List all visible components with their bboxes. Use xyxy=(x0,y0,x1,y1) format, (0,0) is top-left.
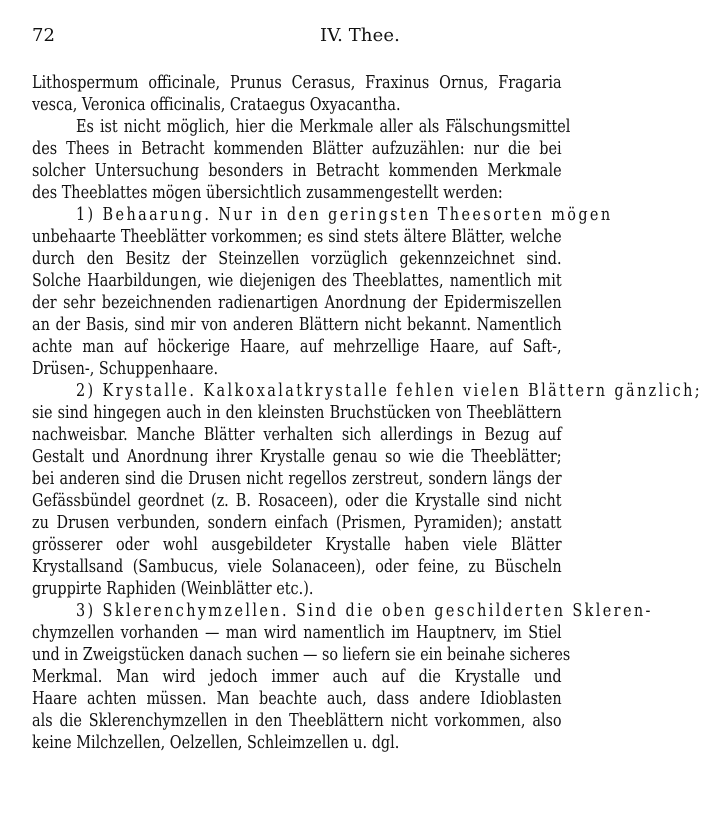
section-heading-behaarung: 1) Behaarung. Nur in den geringsten Theesorten mögen xyxy=(76,204,613,225)
page-number: 72 xyxy=(32,25,55,46)
text-line: solcher Untersuchung besonders in Betracht kommenden Merkmale xyxy=(32,160,562,181)
text-line: keine Milchzellen, Oelzellen, Schleimzellen u. dgl. xyxy=(32,732,400,753)
text-line: des Thees in Betracht kommenden Blätter aufzuzählen: nur die bei xyxy=(32,138,562,159)
text-line: unbehaarte Theeblätter vorkommen; es sind stets ältere Blätter, welche xyxy=(32,226,562,247)
text-line: vesca, Veronica officinalis, Crataegus Oxyacantha. xyxy=(32,94,401,115)
text-line: gruppirte Raphiden (Weinblätter etc.). xyxy=(32,578,314,599)
section-heading-krystalle: 2) Krystalle. Kalkoxalatkrystalle fehlen vielen Blättern gänzlich; xyxy=(76,380,703,401)
page-header xyxy=(32,25,692,49)
text-line: Lithospermum officinale, Prunus Cerasus, Fraxinus Ornus, Fragaria xyxy=(32,72,562,93)
text-line: und in Zweigstücken danach suchen — so liefern sie ein beinahe sicheres xyxy=(32,644,571,665)
text-line: Gefässbündel geordnet (z. B. Rosaceen), oder die Krystalle sind nicht xyxy=(32,490,562,511)
text-line: achte man auf höckerige Haare, auf mehrzellige Haare, auf Saft-, xyxy=(32,336,562,357)
text-line: Haare achten müssen. Man beachte auch, dass andere Idioblasten xyxy=(32,688,562,709)
text-line: Gestalt und Anordnung ihrer Krystalle genau so wie die Theeblätter; xyxy=(32,446,562,467)
text-line: sie sind hingegen auch in den kleinsten Bruchstücken von Theeblättern xyxy=(32,402,562,423)
running-title: IV. Thee. xyxy=(320,25,400,46)
text-line: Drüsen-, Schuppenhaare. xyxy=(32,358,219,379)
text-line: grösserer oder wohl ausgebildeter Krystalle haben viele Blätter xyxy=(32,534,562,555)
text-line: Solche Haarbildungen, wie diejenigen des Theeblattes, namentlich mit xyxy=(32,270,562,291)
section-heading-sklerenchymzellen: 3) Sklerenchymzellen. Sind die oben geschilderten Skleren- xyxy=(76,600,653,621)
text-line: Krystallsand (Sambucus, viele Solanaceen), oder feine, zu Büscheln xyxy=(32,556,562,577)
text-line: der sehr bezeichnenden radienartigen Anordnung der Epidermiszellen xyxy=(32,292,562,313)
text-line: Es ist nicht möglich, hier die Merkmale aller als Fälschungsmittel xyxy=(76,116,571,137)
text-line: des Theeblattes mögen übersichtlich zusammengestellt werden: xyxy=(32,182,503,203)
text-line: durch den Besitz der Steinzellen vorzüglich gekennzeichnet sind. xyxy=(32,248,562,269)
text-line: Merkmal. Man wird jedoch immer auch auf die Krystalle und xyxy=(32,666,562,687)
text-line: bei anderen sind die Drusen nicht regellos zerstreut, sondern längs der xyxy=(32,468,562,489)
text-line: zu Drusen verbunden, sondern einfach (Prismen, Pyramiden); anstatt xyxy=(32,512,562,533)
text-line: chymzellen vorhanden — man wird namentlich im Hauptnerv, im Stiel xyxy=(32,622,562,643)
text-line: als die Sklerenchymzellen in den Theeblättern nicht vorkommen, also xyxy=(32,710,562,731)
text-line: nachweisbar. Manche Blätter verhalten sich allerdings in Bezug auf xyxy=(32,424,562,445)
text-line: an der Basis, sind mir von anderen Blättern nicht bekannt. Namentlich xyxy=(32,314,562,335)
